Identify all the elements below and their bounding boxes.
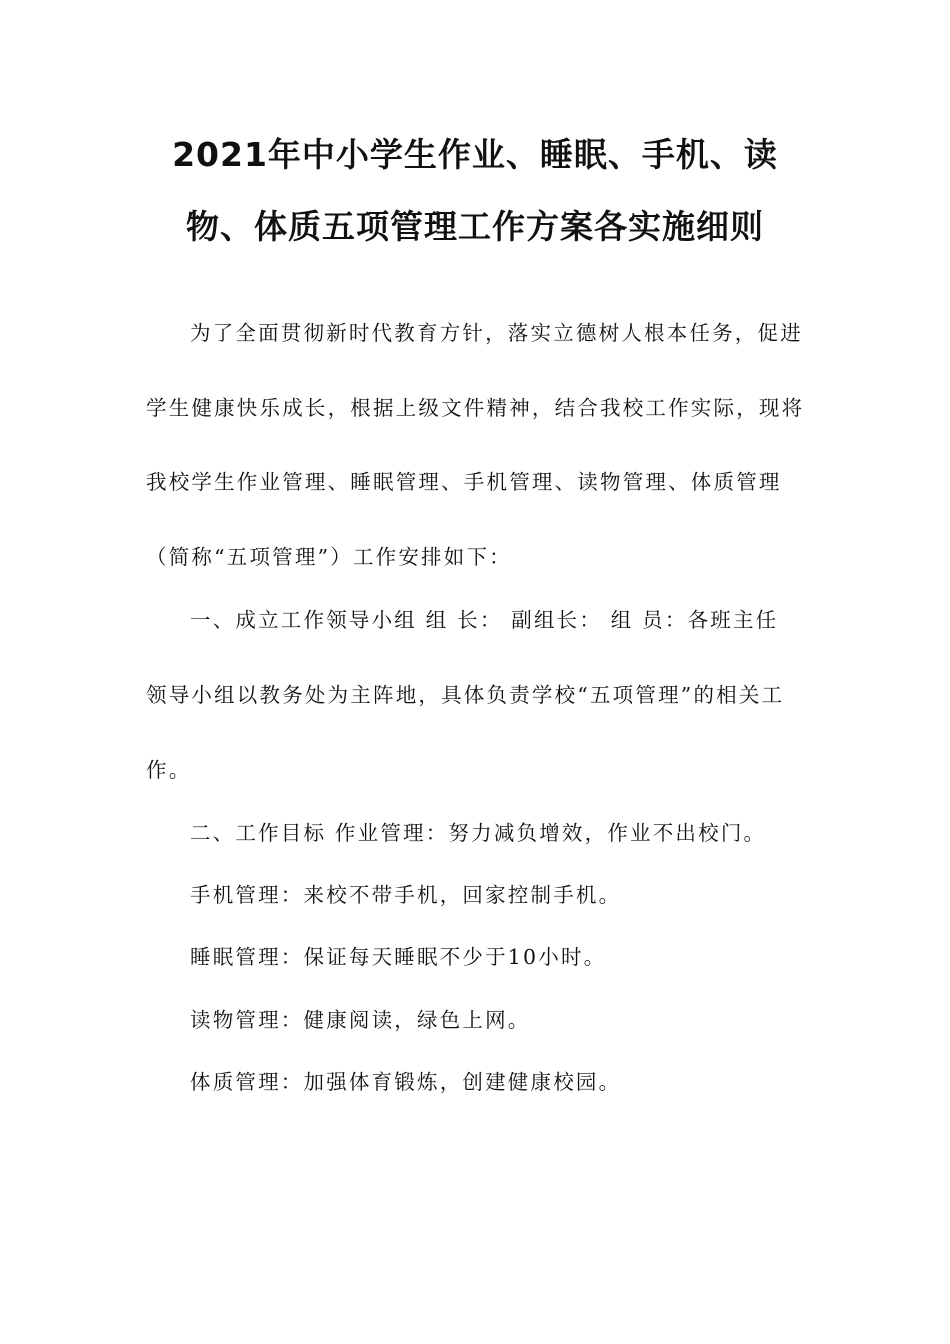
paragraph-line: 学生健康快乐成长，根据上级文件精神，结合我校工作实际，现将 [146, 396, 805, 420]
goal-item-reading: 读物管理：健康阅读，绿色上网。 [190, 1008, 531, 1032]
goal-item-phone: 手机管理：来校不带手机，回家控制手机。 [190, 883, 622, 907]
paragraph-line: 领导小组以教务处为主阵地，具体负责学校“五项管理”的相关工 [146, 683, 785, 707]
paragraph-line: （简称“五项管理”）工作安排如下： [146, 545, 512, 569]
paragraph-line: 为了全面贯彻新时代教育方针，落实立德树人根本任务，促进 [190, 321, 803, 345]
document-title-line-2: 物、体质五项管理工作方案各实施细则 [186, 207, 764, 246]
goal-item-sleep: 睡眠管理：保证每天睡眠不少于10小时。 [190, 945, 607, 969]
section-heading-goals: 二、工作目标 作业管理：努力减负增效，作业不出校门。 [190, 821, 767, 845]
section-heading-leadership: 一、成立工作领导小组 组 长： 副组长： 组 员：各班主任 [190, 608, 779, 632]
document-title-line-1: 2021年中小学生作业、睡眠、手机、读 [172, 135, 778, 174]
paragraph-line: 我校学生作业管理、睡眠管理、手机管理、读物管理、体质管理 [146, 470, 782, 494]
paragraph-line: 作。 [146, 758, 192, 782]
goal-item-fitness: 体质管理：加强体育锻炼，创建健康校园。 [190, 1070, 622, 1094]
